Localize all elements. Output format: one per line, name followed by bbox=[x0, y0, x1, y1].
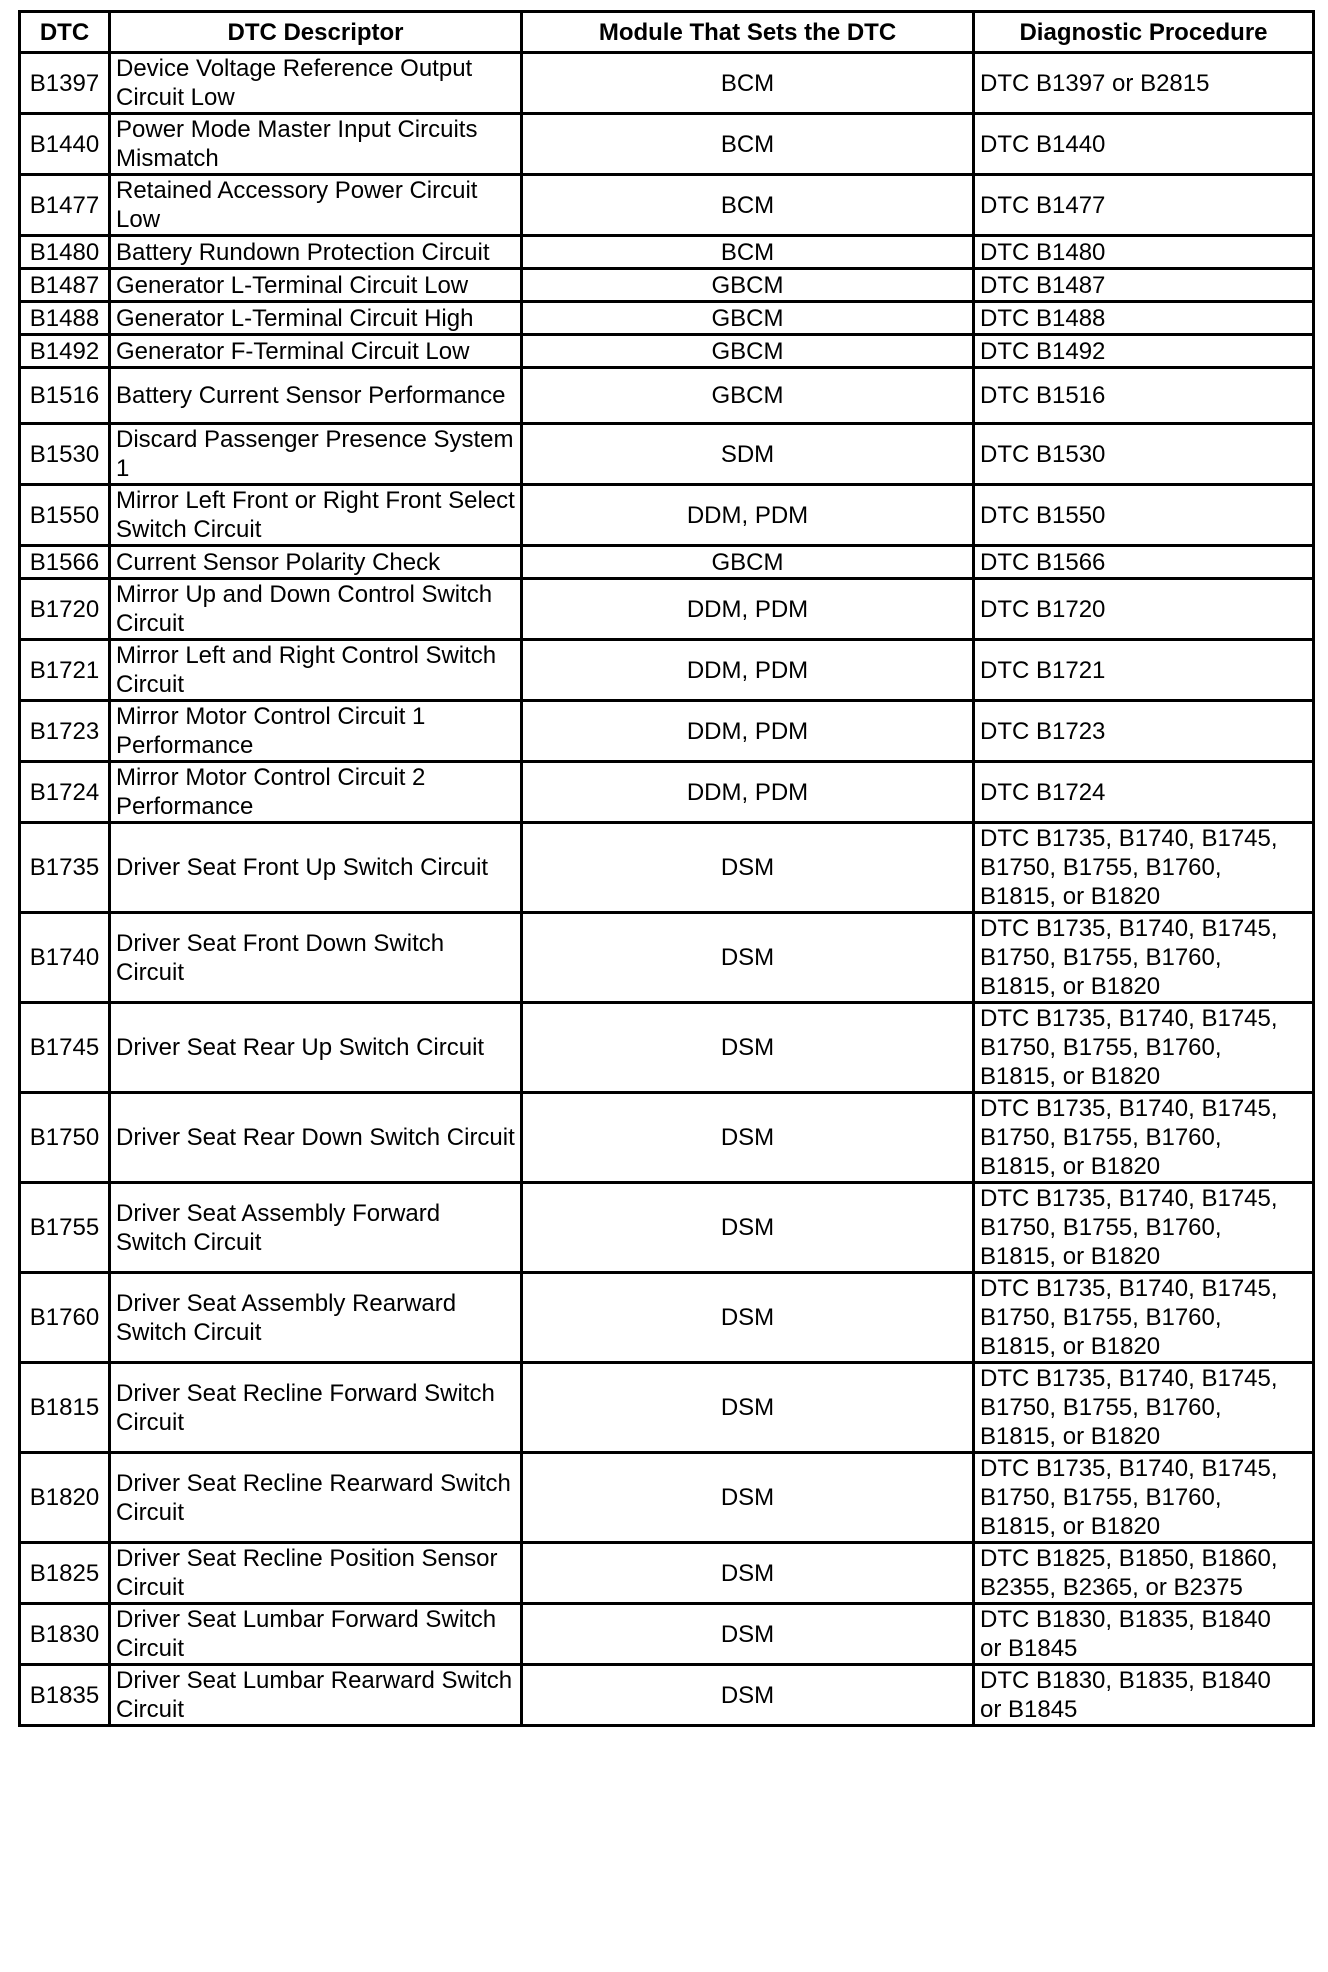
diagnostic-procedure-cell: DTC B1830, B1835, B1840 or B1845 bbox=[974, 1665, 1314, 1726]
diagnostic-procedure-cell: DTC B1721 bbox=[974, 640, 1314, 701]
header-row bbox=[20, 12, 1314, 53]
dtc-descriptor-cell: Driver Seat Rear Down Switch Circuit bbox=[110, 1093, 522, 1183]
dtc-code-cell: B1740 bbox=[20, 913, 110, 1003]
dtc-code-cell: B1815 bbox=[20, 1363, 110, 1453]
table-row bbox=[20, 236, 1314, 269]
table-row bbox=[20, 1665, 1314, 1726]
diagnostic-procedure-cell: DTC B1480 bbox=[974, 236, 1314, 269]
table-row bbox=[20, 335, 1314, 368]
dtc-descriptor-cell: Retained Accessory Power Circuit Low bbox=[110, 175, 522, 236]
module-cell: DSM bbox=[522, 1183, 974, 1273]
diagnostic-procedure-cell: DTC B1825, B1850, B1860, B2355, B2365, or B2375 bbox=[974, 1543, 1314, 1604]
dtc-descriptor-cell: Generator L-Terminal Circuit Low bbox=[110, 269, 522, 302]
table-row bbox=[20, 640, 1314, 701]
dtc-code-cell: B1721 bbox=[20, 640, 110, 701]
module-cell: BCM bbox=[522, 236, 974, 269]
table-row bbox=[20, 368, 1314, 424]
dtc-code-cell: B1750 bbox=[20, 1093, 110, 1183]
module-cell: GBCM bbox=[522, 546, 974, 579]
dtc-descriptor-cell: Mirror Left Front or Right Front Select Switch Circuit bbox=[110, 485, 522, 546]
dtc-descriptor-cell: Discard Passenger Presence System 1 bbox=[110, 424, 522, 485]
dtc-code-cell: B1724 bbox=[20, 762, 110, 823]
dtc-descriptor-cell: Driver Seat Assembly Rearward Switch Circuit bbox=[110, 1273, 522, 1363]
diagnostic-procedure-cell: DTC B1735, B1740, B1745, B1750, B1755, B1760, B1815, or B1820 bbox=[974, 1003, 1314, 1093]
header-procedure: Diagnostic Procedure bbox=[974, 12, 1314, 53]
dtc-descriptor-cell: Battery Current Sensor Performance bbox=[110, 368, 522, 424]
table-row bbox=[20, 114, 1314, 175]
header-module: Module That Sets the DTC bbox=[522, 12, 974, 53]
dtc-code-cell: B1755 bbox=[20, 1183, 110, 1273]
table-row bbox=[20, 1003, 1314, 1093]
module-cell: DSM bbox=[522, 1543, 974, 1604]
dtc-descriptor-cell: Generator F-Terminal Circuit Low bbox=[110, 335, 522, 368]
diagnostic-procedure-cell: DTC B1516 bbox=[974, 368, 1314, 424]
module-cell: GBCM bbox=[522, 302, 974, 335]
table-row bbox=[20, 1273, 1314, 1363]
dtc-code-cell: B1566 bbox=[20, 546, 110, 579]
module-cell: DDM, PDM bbox=[522, 762, 974, 823]
dtc-code-cell: B1440 bbox=[20, 114, 110, 175]
diagnostic-procedure-cell: DTC B1530 bbox=[974, 424, 1314, 485]
table-row bbox=[20, 1093, 1314, 1183]
diagnostic-procedure-cell: DTC B1723 bbox=[974, 701, 1314, 762]
dtc-descriptor-cell: Driver Seat Recline Rearward Switch Circuit bbox=[110, 1453, 522, 1543]
dtc-code-cell: B1492 bbox=[20, 335, 110, 368]
dtc-descriptor-cell: Battery Rundown Protection Circuit bbox=[110, 236, 522, 269]
dtc-descriptor-cell: Driver Seat Lumbar Forward Switch Circuit bbox=[110, 1604, 522, 1665]
table-row bbox=[20, 701, 1314, 762]
dtc-code-cell: B1477 bbox=[20, 175, 110, 236]
dtc-descriptor-cell: Driver Seat Front Up Switch Circuit bbox=[110, 823, 522, 913]
module-cell: DSM bbox=[522, 1453, 974, 1543]
table-row bbox=[20, 302, 1314, 335]
dtc-code-cell: B1488 bbox=[20, 302, 110, 335]
dtc-code-cell: B1487 bbox=[20, 269, 110, 302]
dtc-descriptor-cell: Driver Seat Assembly Forward Switch Circuit bbox=[110, 1183, 522, 1273]
dtc-code-cell: B1735 bbox=[20, 823, 110, 913]
module-cell: DSM bbox=[522, 1003, 974, 1093]
dtc-code-cell: B1825 bbox=[20, 1543, 110, 1604]
module-cell: DSM bbox=[522, 1665, 974, 1726]
diagnostic-procedure-cell: DTC B1830, B1835, B1840 or B1845 bbox=[974, 1604, 1314, 1665]
diagnostic-procedure-cell: DTC B1440 bbox=[974, 114, 1314, 175]
module-cell: DSM bbox=[522, 823, 974, 913]
header-dtc: DTC bbox=[20, 12, 110, 53]
dtc-code-cell: B1550 bbox=[20, 485, 110, 546]
diagnostic-procedure-cell: DTC B1566 bbox=[974, 546, 1314, 579]
dtc-code-cell: B1480 bbox=[20, 236, 110, 269]
header-descriptor: DTC Descriptor bbox=[110, 12, 522, 53]
module-cell: DDM, PDM bbox=[522, 701, 974, 762]
diagnostic-procedure-cell: DTC B1550 bbox=[974, 485, 1314, 546]
dtc-code-cell: B1723 bbox=[20, 701, 110, 762]
dtc-descriptor-cell: Power Mode Master Input Circuits Mismatch bbox=[110, 114, 522, 175]
table-row bbox=[20, 53, 1314, 114]
diagnostic-procedure-cell: DTC B1735, B1740, B1745, B1750, B1755, B1760, B1815, or B1820 bbox=[974, 823, 1314, 913]
diagnostic-procedure-cell: DTC B1397 or B2815 bbox=[974, 53, 1314, 114]
diagnostic-procedure-cell: DTC B1492 bbox=[974, 335, 1314, 368]
dtc-descriptor-cell: Generator L-Terminal Circuit High bbox=[110, 302, 522, 335]
diagnostic-procedure-cell: DTC B1720 bbox=[974, 579, 1314, 640]
module-cell: DSM bbox=[522, 1093, 974, 1183]
table-row bbox=[20, 1183, 1314, 1273]
dtc-code-cell: B1516 bbox=[20, 368, 110, 424]
table-row bbox=[20, 762, 1314, 823]
module-cell: BCM bbox=[522, 53, 974, 114]
table-row bbox=[20, 1543, 1314, 1604]
module-cell: SDM bbox=[522, 424, 974, 485]
dtc-descriptor-cell: Current Sensor Polarity Check bbox=[110, 546, 522, 579]
diagnostic-procedure-cell: DTC B1488 bbox=[974, 302, 1314, 335]
dtc-descriptor-cell: Driver Seat Front Down Switch Circuit bbox=[110, 913, 522, 1003]
dtc-code-cell: B1745 bbox=[20, 1003, 110, 1093]
table-row bbox=[20, 1453, 1314, 1543]
table-row bbox=[20, 823, 1314, 913]
diagnostic-procedure-cell: DTC B1735, B1740, B1745, B1750, B1755, B1760, B1815, or B1820 bbox=[974, 1183, 1314, 1273]
dtc-descriptor-cell: Device Voltage Reference Output Circuit Low bbox=[110, 53, 522, 114]
table-row bbox=[20, 269, 1314, 302]
module-cell: BCM bbox=[522, 114, 974, 175]
dtc-descriptor-cell: Driver Seat Recline Position Sensor Circuit bbox=[110, 1543, 522, 1604]
diagnostic-procedure-cell: DTC B1735, B1740, B1745, B1750, B1755, B1760, B1815, or B1820 bbox=[974, 1453, 1314, 1543]
dtc-descriptor-cell: Driver Seat Rear Up Switch Circuit bbox=[110, 1003, 522, 1093]
module-cell: BCM bbox=[522, 175, 974, 236]
dtc-code-cell: B1530 bbox=[20, 424, 110, 485]
diagnostic-procedure-cell: DTC B1735, B1740, B1745, B1750, B1755, B1760, B1815, or B1820 bbox=[974, 1273, 1314, 1363]
table-body bbox=[20, 53, 1314, 1726]
dtc-code-cell: B1835 bbox=[20, 1665, 110, 1726]
diagnostic-procedure-cell: DTC B1477 bbox=[974, 175, 1314, 236]
dtc-descriptor-cell: Driver Seat Recline Forward Switch Circuit bbox=[110, 1363, 522, 1453]
table-row bbox=[20, 485, 1314, 546]
module-cell: DDM, PDM bbox=[522, 485, 974, 546]
table-row bbox=[20, 175, 1314, 236]
table-row bbox=[20, 1363, 1314, 1453]
dtc-descriptor-cell: Mirror Up and Down Control Switch Circuit bbox=[110, 579, 522, 640]
dtc-code-cell: B1830 bbox=[20, 1604, 110, 1665]
diagnostic-procedure-cell: DTC B1735, B1740, B1745, B1750, B1755, B1760, B1815, or B1820 bbox=[974, 1093, 1314, 1183]
module-cell: DSM bbox=[522, 1273, 974, 1363]
module-cell: GBCM bbox=[522, 335, 974, 368]
module-cell: DDM, PDM bbox=[522, 579, 974, 640]
table-row bbox=[20, 579, 1314, 640]
module-cell: GBCM bbox=[522, 269, 974, 302]
dtc-code-cell: B1820 bbox=[20, 1453, 110, 1543]
diagnostic-procedure-cell: DTC B1724 bbox=[974, 762, 1314, 823]
dtc-descriptor-cell: Mirror Motor Control Circuit 2 Performance bbox=[110, 762, 522, 823]
table-row bbox=[20, 424, 1314, 485]
dtc-code-cell: B1397 bbox=[20, 53, 110, 114]
module-cell: DDM, PDM bbox=[522, 640, 974, 701]
module-cell: DSM bbox=[522, 913, 974, 1003]
table-row bbox=[20, 546, 1314, 579]
dtc-table bbox=[18, 10, 1315, 1727]
table-row bbox=[20, 913, 1314, 1003]
module-cell: DSM bbox=[522, 1604, 974, 1665]
dtc-code-cell: B1720 bbox=[20, 579, 110, 640]
module-cell: DSM bbox=[522, 1363, 974, 1453]
diagnostic-procedure-cell: DTC B1487 bbox=[974, 269, 1314, 302]
dtc-descriptor-cell: Driver Seat Lumbar Rearward Switch Circuit bbox=[110, 1665, 522, 1726]
dtc-code-cell: B1760 bbox=[20, 1273, 110, 1363]
diagnostic-procedure-cell: DTC B1735, B1740, B1745, B1750, B1755, B1760, B1815, or B1820 bbox=[974, 1363, 1314, 1453]
module-cell: GBCM bbox=[522, 368, 974, 424]
dtc-descriptor-cell: Mirror Left and Right Control Switch Circuit bbox=[110, 640, 522, 701]
dtc-descriptor-cell: Mirror Motor Control Circuit 1 Performance bbox=[110, 701, 522, 762]
diagnostic-procedure-cell: DTC B1735, B1740, B1745, B1750, B1755, B1760, B1815, or B1820 bbox=[974, 913, 1314, 1003]
table-row bbox=[20, 1604, 1314, 1665]
